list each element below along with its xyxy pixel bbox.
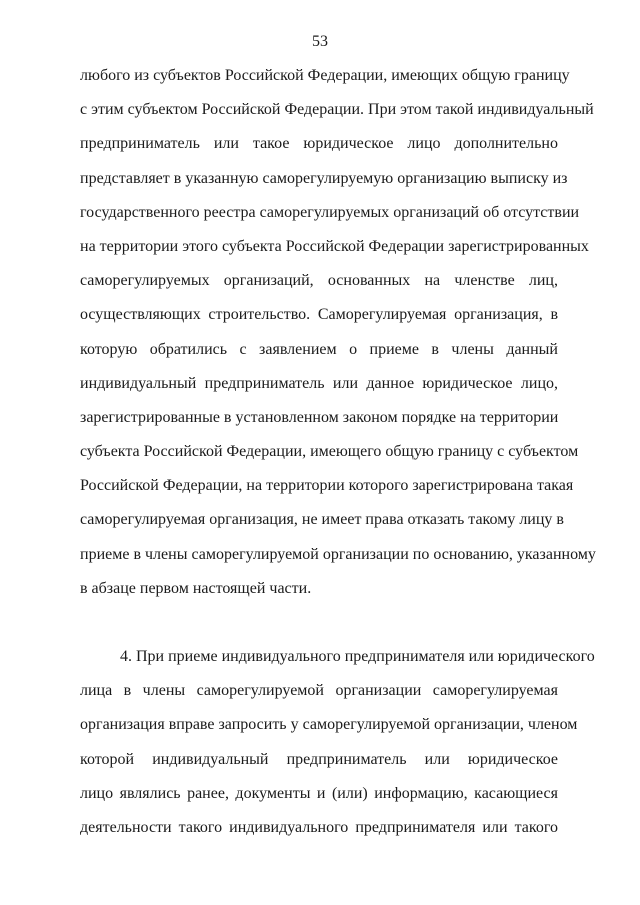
text-line: любого из субъектов Российской Федерации, имеющих общую границу	[80, 67, 570, 84]
text-line: в абзаце первом настоящей части.	[80, 579, 312, 597]
text-line: на территории этого субъекта Российской Федерации зарегистрированных	[80, 237, 589, 255]
text-line: представляет в указанную саморегулируемую организацию выписку из	[80, 169, 568, 187]
document-body	[80, 66, 596, 852]
text-line: организация вправе запросить у саморегулируемой организации, членом	[80, 716, 578, 734]
text-line: 4. При приеме индивидуального предпринимателя или юридического	[120, 648, 595, 665]
paragraph-gap	[80, 613, 558, 647]
text-line: субъекта Российской Федерации, имеющего общую границу с субъектом	[80, 443, 579, 461]
text-line: саморегулируемая организация, не имеет права отказать такому лицу в	[80, 511, 564, 529]
page-number: 53	[312, 33, 328, 50]
text-line: с этим субъектом Российской Федерации. При этом такой индивидуальный	[80, 101, 594, 119]
text-line: которой индивидуальный предприниматель или юридическое	[80, 750, 558, 768]
text-line: лицо являлись ранее, документы и (или) информацию, касающиеся	[80, 784, 558, 802]
text-line: Российской Федерации, на территории которого зарегистрирована такая	[80, 477, 574, 495]
text-line: лица в члены саморегулируемой организации саморегулируемая	[80, 682, 558, 700]
text-line: индивидуальный предприниматель или данное юридическое лицо,	[80, 374, 558, 392]
text-line: саморегулируемых организаций, основанных на членстве лиц,	[80, 272, 558, 290]
text-line: деятельности такого индивидуального предпринимателя или такого	[80, 818, 558, 836]
text-line: зарегистрированные в установленном законом порядке на территории	[80, 408, 559, 426]
paragraph-2	[80, 647, 595, 852]
text-line: осуществляющих строительство. Саморегулируемая организация, в	[80, 306, 558, 324]
paragraph-1	[80, 66, 596, 613]
text-line: приеме в члены саморегулируемой организации по основанию, указанному	[80, 545, 596, 563]
text-line: государственного реестра саморегулируемых организаций об отсутствии	[80, 203, 580, 221]
text-line: предприниматель или такое юридическое лицо дополнительно	[80, 135, 558, 153]
text-line: которую обратились с заявлением о приеме в члены данный	[80, 340, 558, 358]
